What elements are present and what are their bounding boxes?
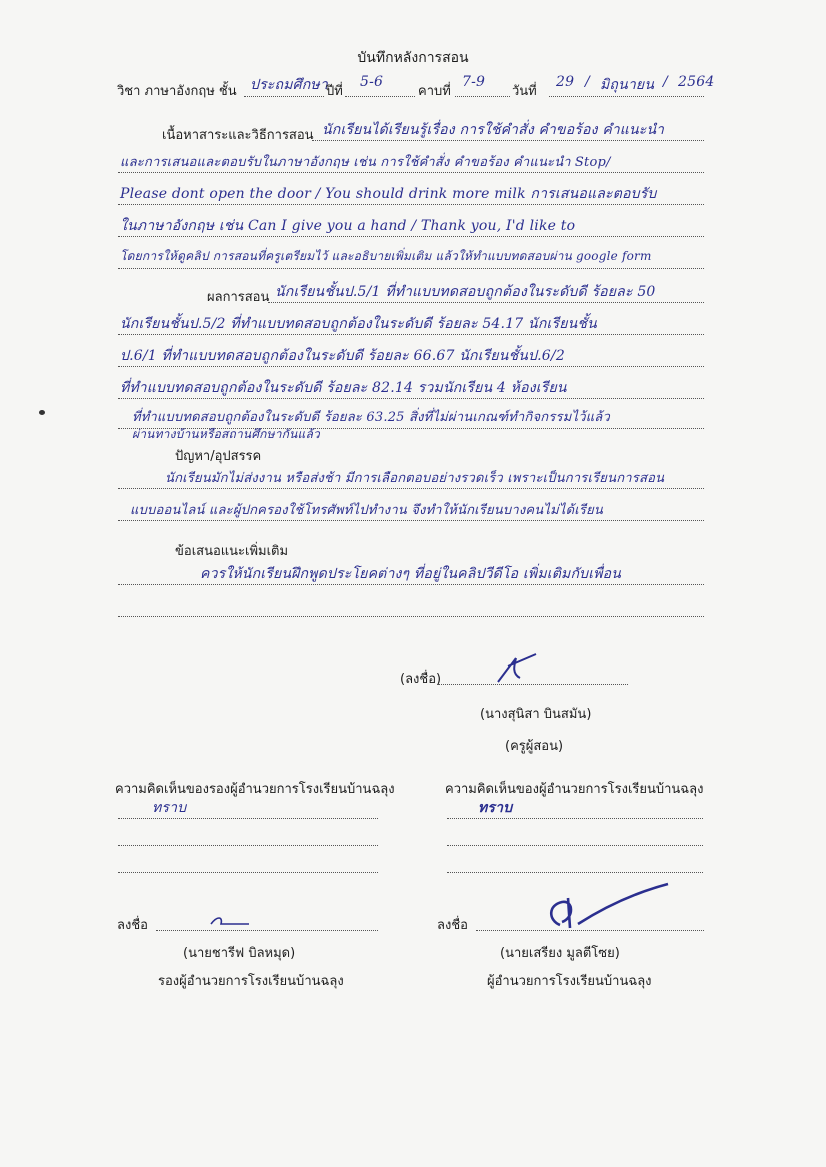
suggestions-dots-1 [118,616,704,617]
suggestions-line-0: ควรให้นักเรียนฝึกพูดประโยคต่างๆ ที่อยู่ในคลิปวีดีโอ เพิ่มเติมกับเพื่อน [200,566,622,582]
year-label: ปีที่ [326,84,343,99]
results-label: ผลการสอน [207,290,270,305]
results-line-3: ที่ทำแบบทดสอบถูกต้องในระดับดี ร้อยละ 82.14 รวมนักเรียน 4 ห้องเรียน [120,380,567,396]
deputy-name: (นายชารีฟ บิลหมุด) [183,946,296,961]
director-signature-mark [540,880,675,940]
suggestions-label: ข้อเสนอแนะเพิ่มเติม [175,544,289,559]
date-separator-1: / [585,74,590,90]
problems-dots-0 [118,488,704,489]
director-comment-dots-2 [447,872,703,873]
content-dots-1 [118,172,704,173]
teacher-sign-label: (ลงชื่อ) [400,672,442,687]
grade-dots [244,96,324,97]
teacher-name: (นางสุนิสา บินสมัน) [480,707,592,722]
results-line-1: นักเรียนชั้นป.5/2 ที่ทำแบบทดสอบถูกต้องในระดับดี ร้อยละ 54.17 นักเรียนชั้น [120,316,597,332]
period-dots [455,96,510,97]
year-dots [345,96,415,97]
date-separator-2: / [663,74,668,90]
day-value: 29 [556,74,575,90]
period-value: 7-9 [462,74,486,90]
period-label: คาบที่ [418,84,451,99]
director-comment-dots-1 [447,845,703,846]
director-comment: ทราบ [478,800,513,816]
content-line-3: ในภาษาอังกฤษ เช่น Can I give you a hand / Thank you, I'd like to [120,218,576,234]
problems-label: ปัญหา/อุปสรรค [175,449,262,464]
problems-line-1: แบบออนไลน์ และผู้ปกครองใช้โทรศัพท์ไปทำงาน จึงทำให้นักเรียนบางคนไม่ได้เรียน [130,503,603,518]
deputy-role: รองผู้อำนวยการโรงเรียนบ้านฉลุง [158,974,344,989]
content-line-2: Please dont open the door / You should drink more milk การเสนอและตอบรับ [120,186,657,202]
deputy-comment-dots-1 [118,845,378,846]
month-value: มิถุนายน [600,77,655,93]
problems-line-0: นักเรียนมักไม่ส่งงาน หรือส่งช้า มีการเลือกตอบอย่างรวดเร็ว เพราะเป็นการเรียนการสอน [165,471,665,486]
results-line-0: นักเรียนชั้นป.5/1 ที่ทำแบบทดสอบถูกต้องในระดับดี ร้อยละ 50 [275,284,656,300]
teacher-role: (ครูผู้สอน) [505,739,564,754]
content-label: เนื้อหาสาระและวิธีการสอน [162,128,314,143]
year-value: 5-6 [360,74,384,90]
director-sign-label: ลงชื่อ [437,918,468,933]
results-line-5: ผ่านทางบ้านหรือสถานศึกษากันแล้ว [132,427,320,441]
grade-value: ประถมศึกษา [250,77,328,93]
ink-speck [39,410,45,415]
director-heading: ความคิดเห็นของผู้อำนวยการโรงเรียนบ้านฉลุง [445,782,704,797]
deputy-comment-dots-2 [118,872,378,873]
content-dots-4 [118,268,704,269]
director-role: ผู้อำนวยการโรงเรียนบ้านฉลุง [487,974,652,989]
subject-label: วิชา ภาษาอังกฤษ ชั้น [117,84,237,99]
content-line-4: โดยการให้ดูคลิป การสอนที่ครูเตรียมไว้ และอธิบายเพิ่มเติม แล้วให้ทำแบบทดสอบผ่าน google form [120,249,652,263]
deputy-comment: ทราบ [152,800,187,816]
results-line-4: ที่ทำแบบทดสอบถูกต้องในระดับดี ร้อยละ 63.25 สิ่งที่ไม่ผ่านเกณฑ์ทำกิจกรรมไว้แล้ว [132,410,610,425]
deputy-sign-dots [156,930,378,931]
teacher-signature-mark [490,648,550,688]
document-title: บันทึกหลังการสอน [357,50,469,66]
date-dots [549,96,704,97]
deputy-signature-mark [205,912,255,932]
deputy-heading: ความคิดเห็นของรองผู้อำนวยการโรงเรียนบ้านฉลุง [115,782,395,797]
date-label: วันที่ [512,84,537,99]
deputy-sign-label: ลงชื่อ [117,918,148,933]
problems-dots-1 [118,520,704,521]
results-line-2: ป.6/1 ที่ทำแบบทดสอบถูกต้องในระดับดี ร้อยละ 66.67 นักเรียนชั้นป.6/2 [120,348,565,364]
director-name: (นายเสรียง มูลตีโซย) [500,946,620,961]
year-be-value: 2564 [678,74,715,90]
content-line-1: และการเสนอและตอบรับในภาษาอังกฤษ เช่น การใช้คำสั่ง คำขอร้อง คำแนะนำ Stop/ [120,155,611,170]
content-line-0: นักเรียนได้เรียนรู้เรื่อง การใช้คำสั่ง คำขอร้อง คำแนะนำ [322,122,665,138]
